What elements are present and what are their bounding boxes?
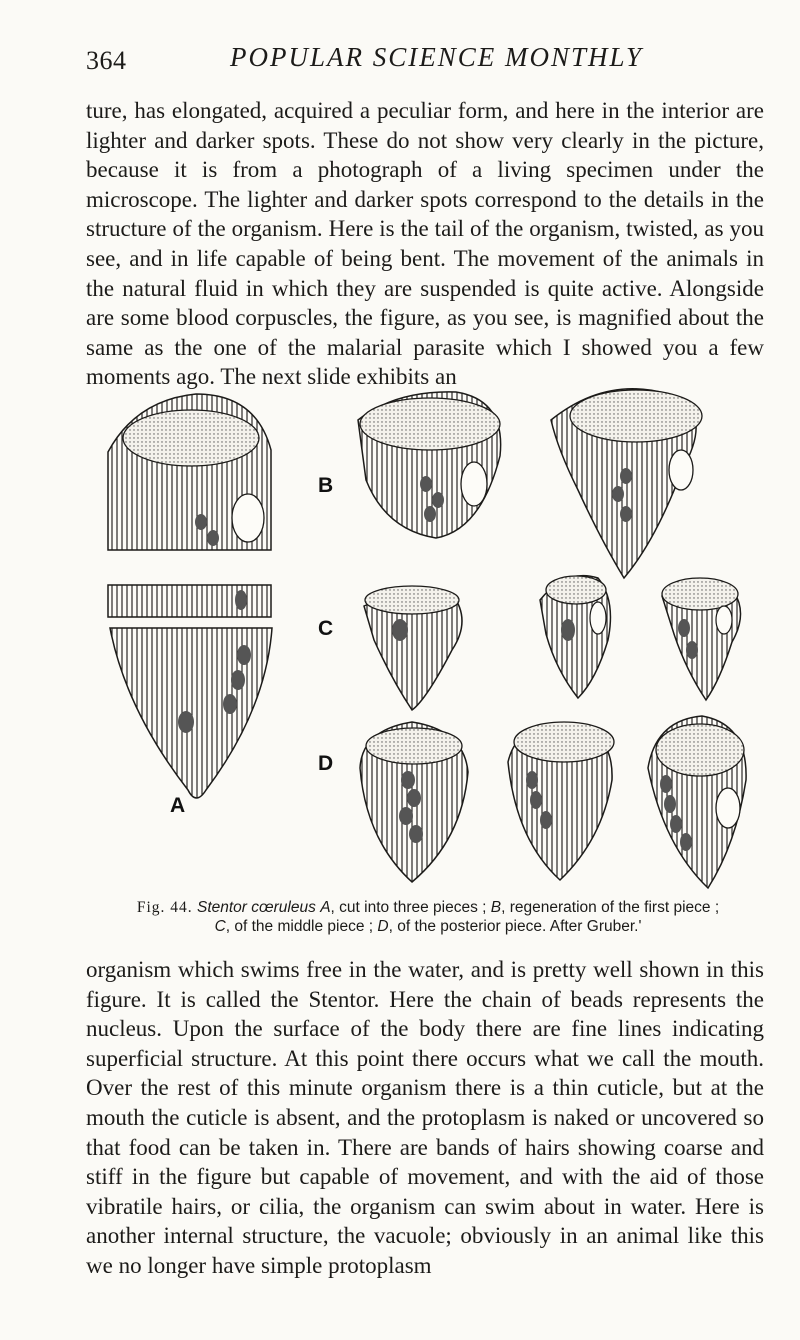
panel-label-a: A xyxy=(170,794,186,817)
panel-label-b: B xyxy=(318,474,334,497)
panel-b-regenerated-stentor xyxy=(551,389,702,578)
caption-c-label: C xyxy=(214,918,226,935)
panel-a-anterior-piece xyxy=(108,394,271,550)
panel-c-stage-2 xyxy=(540,576,610,698)
caption-fig-label: Fig. 44. xyxy=(136,899,193,916)
caption-d-text: , of the posterior piece. After Gruber.' xyxy=(388,918,642,935)
caption-c-text: , of the middle piece ; xyxy=(225,918,378,935)
caption-b-text: , regeneration of the first piece ; xyxy=(501,899,720,916)
panel-d-stage-2 xyxy=(508,722,614,880)
caption-a-label: A xyxy=(320,899,331,916)
panel-c-stage-1 xyxy=(364,586,462,710)
stentor-illustration xyxy=(96,380,756,890)
body-paragraph-top: ture, has elongated, acquired a peculiar form, and here in the interior are lighter and darker spots. These do not show very clearly in the picture, because it is from a photograph of a living specimen under the microscope. The lighter and darker spots correspond to the details in the structure of the organism. Here is the tail of the organism, twisted, as you see, and in life capable of being bent. The movement of the animals in the natural fluid in which they are suspended is quite active. Alongside are some blood corpuscles, the figure, as you see, is magnified about the same as the one of the malarial parasite which I showed you a few moments ago. The next slide exhibits an xyxy=(86,98,764,390)
running-head: POPULAR SCIENCE MONTHLY xyxy=(230,42,643,72)
caption-b-label: B xyxy=(490,899,502,916)
stentor-figure xyxy=(96,380,756,890)
panel-label-c: C xyxy=(318,617,334,640)
panel-label-d: D xyxy=(318,752,334,775)
panel-b-regenerating-anterior xyxy=(358,392,501,538)
caption-d-label: D xyxy=(377,918,389,935)
panel-a-posterior-piece xyxy=(110,628,272,798)
body-paragraph-bottom: organism which swims free in the water, and is pretty well shown in this figure. It is called the Stentor. Here the chain of beads represents the nucleus. Upon the surface of the body there are fine lines indicating superficial structure. At this point there occurs what we call the mouth. Over the rest of this minute organism there is a thin cuticle, but at the mouth the cuticle is absent, and the protoplasm is naked or uncovered so that food can be taken in. There are bands of hairs showing coarse and stiff in the figure but capable of movement, and with the aid of those vibratile hairs, or cilia, the organism can swim about in water. Here is another internal structure, the vacuole; obviously in an animal like this we no longer have simple protoplasm xyxy=(86,957,764,1278)
caption-a-text: , cut into three pieces ; xyxy=(330,899,491,916)
panel-a-middle-piece xyxy=(108,585,271,617)
panel-d-stage-1 xyxy=(360,722,468,882)
panel-d-stage-3 xyxy=(648,716,746,888)
caption-species: Stentor cœruleus xyxy=(196,899,316,916)
page-number: 364 xyxy=(86,46,127,75)
panel-c-stage-3 xyxy=(662,578,741,700)
figure-caption xyxy=(96,898,760,936)
